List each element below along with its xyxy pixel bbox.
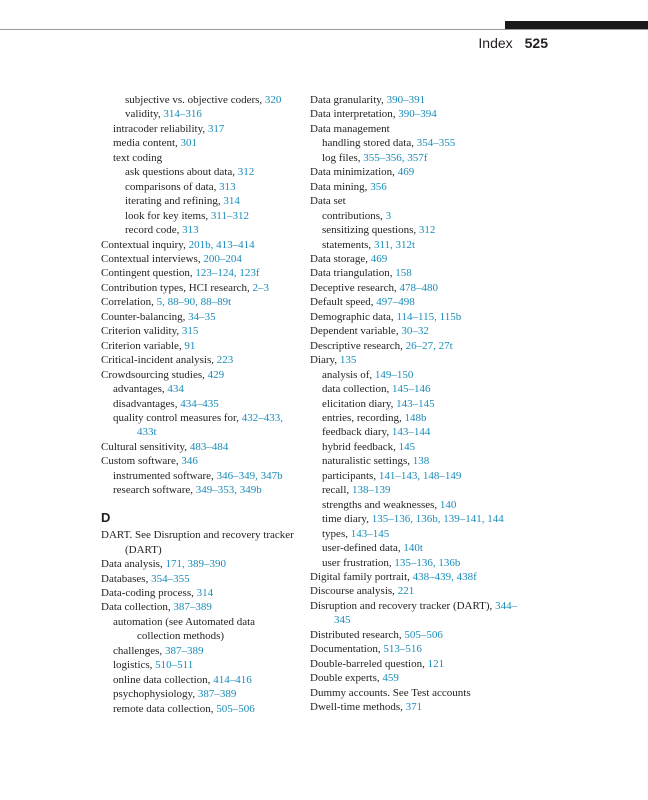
index-term: entries, recording,	[322, 411, 405, 424]
page-reference[interactable]: 387–389	[173, 601, 212, 614]
page-reference[interactable]: 34–35	[188, 310, 216, 323]
index-entry	[101, 353, 301, 367]
index-column-left	[101, 93, 301, 716]
index-entry	[101, 469, 301, 483]
page-reference[interactable]: 223	[216, 354, 234, 367]
page-reference[interactable]: 483–484	[189, 440, 229, 453]
index-entry	[101, 165, 301, 179]
index-term: log files,	[322, 151, 364, 164]
index-term: time diary,	[322, 513, 372, 526]
page-reference[interactable]: 314–316	[163, 108, 202, 121]
index-entry	[101, 281, 301, 295]
page-number: 525	[524, 35, 548, 51]
index-entry	[101, 368, 301, 382]
index-entry	[310, 498, 520, 512]
page-reference[interactable]: 140t	[403, 542, 423, 555]
index-entry	[101, 600, 301, 614]
index-entry	[101, 528, 301, 557]
index-term: user-defined data,	[322, 542, 404, 555]
page-reference[interactable]: 149–150	[374, 368, 414, 381]
page-reference[interactable]: 390–394	[398, 108, 437, 121]
page-reference[interactable]: 313	[219, 180, 236, 193]
index-entry	[310, 425, 520, 439]
page-reference[interactable]: 390–391	[386, 94, 426, 106]
index-term: strengths and weaknesses,	[322, 498, 440, 511]
index-term: Discourse analysis,	[310, 585, 398, 598]
index-term: text coding	[113, 151, 163, 164]
index-column-right	[310, 93, 520, 714]
index-entry	[310, 324, 520, 338]
index-entry	[101, 339, 301, 353]
page-reference[interactable]: 469	[370, 252, 388, 265]
index-term: Demographic data,	[310, 310, 397, 323]
index-entry	[101, 324, 301, 338]
index-entry	[310, 353, 520, 367]
page-reference[interactable]: 200–204	[203, 252, 242, 265]
index-entry	[101, 266, 301, 280]
index-term: statements,	[322, 238, 374, 251]
index-term: Double experts,	[310, 672, 383, 685]
index-entry	[310, 382, 520, 396]
page-reference[interactable]: 148b	[404, 411, 427, 424]
page-reference[interactable]: 346–349, 347b	[216, 469, 283, 482]
index-term: intracoder reliability,	[113, 122, 208, 135]
index-entry	[310, 657, 520, 671]
page-reference[interactable]: 429	[207, 368, 225, 381]
page-reference[interactable]: 346	[181, 455, 198, 468]
page-reference[interactable]: 317	[207, 122, 225, 135]
index-entry	[310, 512, 520, 526]
page-reference[interactable]: 314	[196, 586, 214, 599]
page-reference[interactable]: 158	[395, 267, 412, 280]
page-reference[interactable]: 301	[180, 137, 198, 150]
index-entry	[101, 194, 301, 208]
page-reference[interactable]: 140	[439, 498, 457, 511]
page-reference[interactable]: 221	[397, 585, 415, 598]
index-term: Data granularity,	[310, 94, 387, 106]
index-entry	[310, 440, 520, 454]
page-reference[interactable]: 344–345	[334, 599, 518, 627]
index-term: subjective vs. objective coders,	[125, 94, 265, 106]
index-entry	[310, 541, 520, 555]
index-entry	[101, 702, 301, 716]
page-reference[interactable]: 123–124, 123f	[195, 267, 260, 280]
index-term: Criterion validity,	[101, 325, 182, 338]
page-reference[interactable]: 26–27, 27t	[405, 339, 453, 352]
index-term: Distributed research,	[310, 628, 405, 641]
section-title: Index	[478, 35, 513, 51]
page-reference[interactable]: 313	[182, 224, 199, 237]
index-entry	[101, 411, 301, 440]
page-reference[interactable]: 505–506	[404, 628, 443, 641]
index-entry	[310, 122, 520, 136]
index-term: Diary,	[310, 354, 340, 367]
index-entry	[101, 658, 301, 672]
index-entry	[101, 572, 301, 586]
index-term: user frustration,	[322, 556, 395, 569]
index-term: Contingent question,	[101, 267, 196, 280]
page-reference[interactable]: 135–136, 136b, 139–141, 144	[371, 513, 504, 526]
page-reference[interactable]: 201b, 413–414	[188, 238, 255, 251]
index-term: online data collection,	[113, 673, 214, 686]
index-entry	[310, 252, 520, 266]
page-reference[interactable]: 2–3	[252, 281, 270, 294]
index-term: Data minimization,	[310, 166, 398, 179]
page-reference[interactable]: 320	[264, 94, 282, 106]
page-reference[interactable]: 312	[418, 224, 436, 237]
index-entry	[310, 570, 520, 584]
page-reference[interactable]: 141–143, 148–149	[378, 469, 462, 482]
page-reference[interactable]: 143–145	[350, 527, 390, 540]
page-reference[interactable]: 143–145	[396, 397, 435, 410]
index-term: Documentation,	[310, 643, 384, 656]
page-reference[interactable]: 314	[223, 195, 240, 208]
index-entry	[101, 223, 301, 237]
page-reference[interactable]: 138	[412, 455, 430, 468]
page-reference[interactable]: 145–146	[391, 383, 431, 396]
index-entry	[310, 584, 520, 598]
index-term: Dependent variable,	[310, 325, 402, 338]
index-entry	[310, 599, 520, 628]
index-entry	[310, 165, 520, 179]
index-entry	[310, 686, 520, 700]
index-entry	[310, 266, 520, 280]
index-entry	[310, 223, 520, 237]
index-term: ask questions about data,	[125, 166, 238, 179]
index-term: Data mining,	[310, 180, 371, 193]
index-entry	[310, 469, 520, 483]
index-entry	[310, 527, 520, 541]
index-entry	[101, 136, 301, 150]
index-term: media content,	[113, 137, 181, 150]
index-term: remote data collection,	[113, 702, 217, 715]
index-entry	[310, 628, 520, 642]
index-entry	[310, 194, 520, 208]
index-term: Custom software,	[101, 455, 182, 468]
page-reference[interactable]: 354–355	[151, 572, 190, 585]
page-reference[interactable]: 135–136, 136b	[394, 556, 461, 569]
index-term: Data interpretation,	[310, 108, 399, 121]
index-term: disadvantages,	[113, 397, 181, 410]
index-term: analysis of,	[322, 368, 375, 381]
index-letter-heading	[101, 511, 301, 525]
index-term: logistics,	[113, 659, 156, 672]
page-reference[interactable]: 349–353, 349b	[195, 484, 262, 497]
index-term: Crowdsourcing studies,	[101, 368, 208, 381]
page-reference[interactable]: 145	[398, 440, 416, 453]
index-entry	[310, 483, 520, 497]
index-term: instrumented software,	[113, 469, 217, 482]
index-term: Dummy accounts. See Test accounts	[310, 686, 471, 699]
index-term: research software,	[113, 484, 196, 497]
index-entry	[101, 295, 301, 309]
index-term: challenges,	[113, 644, 165, 657]
page-reference[interactable]: 91	[184, 339, 196, 352]
page-reference[interactable]: 469	[397, 166, 415, 179]
index-entry	[101, 180, 301, 194]
index-entry	[310, 209, 520, 223]
page-reference[interactable]: 135	[339, 354, 357, 367]
index-entry	[310, 295, 520, 309]
page-reference[interactable]: 356	[370, 180, 387, 193]
index-entry	[101, 615, 301, 644]
letter-label: D	[101, 509, 111, 525]
index-entry	[310, 642, 520, 656]
index-term: Disruption and recovery tracker (DART),	[310, 599, 496, 612]
index-entry	[310, 281, 520, 295]
page-reference[interactable]: 143–144	[391, 426, 431, 439]
page-reference[interactable]: 315	[181, 325, 199, 338]
index-entry	[101, 586, 301, 600]
page-reference[interactable]: 414–416	[213, 673, 252, 686]
page-reference[interactable]: 138–139	[351, 484, 391, 497]
page-reference[interactable]: 510–511	[155, 659, 194, 672]
page-reference[interactable]: 371	[405, 701, 423, 714]
index-term: Databases,	[101, 572, 152, 585]
index-entry	[310, 151, 520, 165]
index-entry	[101, 673, 301, 687]
index-entry	[310, 339, 520, 353]
index-entry	[310, 136, 520, 150]
page-reference[interactable]: 478–480	[399, 281, 438, 294]
index-term: Dwell-time methods,	[310, 701, 406, 714]
index-entry	[310, 180, 520, 194]
index-entry	[101, 557, 301, 571]
page-reference[interactable]: 3	[385, 209, 392, 222]
index-term: Descriptive research,	[310, 339, 406, 352]
index-entry	[101, 107, 301, 121]
page-reference[interactable]: 387–389	[164, 644, 204, 657]
index-entry	[310, 93, 520, 107]
index-term: Criterion variable,	[101, 339, 185, 352]
page-reference[interactable]: 434	[167, 383, 184, 396]
running-head	[478, 35, 548, 51]
index-entry	[310, 310, 520, 324]
index-entry	[101, 209, 301, 223]
page-reference[interactable]: 513–516	[383, 643, 422, 656]
index-entry	[101, 252, 301, 266]
index-entry	[310, 397, 520, 411]
index-term: Data storage,	[310, 252, 371, 265]
index-term: types,	[322, 527, 351, 540]
page-reference[interactable]: 311, 312t	[373, 238, 416, 251]
page-reference[interactable]: 355–356, 357f	[363, 151, 428, 164]
index-term: Cultural sensitivity,	[101, 440, 190, 453]
index-term: feedback diary,	[322, 426, 392, 439]
page-reference[interactable]: 432–433, 433t	[137, 411, 284, 439]
page-reference[interactable]: 114–115, 115b	[396, 310, 462, 323]
page-reference[interactable]: 171, 389–390	[165, 558, 226, 571]
index-entry	[310, 411, 520, 425]
index-term: Double-barreled question,	[310, 657, 428, 670]
index-entry	[101, 310, 301, 324]
index-term: Deceptive research,	[310, 281, 400, 294]
index-term: elicitation diary,	[322, 397, 397, 410]
index-entry	[101, 687, 301, 701]
index-term: data collection,	[322, 383, 392, 396]
index-entry	[310, 368, 520, 382]
index-term: quality control measures for,	[113, 411, 242, 424]
header-rule	[0, 29, 648, 30]
index-entry	[101, 483, 301, 497]
index-term: look for key items,	[125, 209, 211, 222]
index-term: participants,	[322, 469, 379, 482]
page-reference[interactable]: 121	[427, 657, 445, 670]
index-entry	[101, 454, 301, 468]
index-term: validity,	[125, 108, 164, 121]
index-term: comparisons of data,	[125, 180, 220, 193]
index-term: iterating and refining,	[125, 195, 224, 208]
index-entry	[101, 644, 301, 658]
index-term: Default speed,	[310, 296, 377, 309]
index-term: Data analysis,	[101, 558, 166, 571]
index-term: DART. See Disruption and recovery tracker (DART)	[101, 529, 294, 556]
index-term: Contextual interviews,	[101, 252, 204, 265]
page-reference[interactable]: 5, 88–90, 88–89t	[156, 296, 232, 309]
page-reference[interactable]: 438–439, 438f	[412, 570, 477, 583]
index-entry	[310, 671, 520, 685]
index-entry	[101, 93, 301, 107]
index-entry	[101, 382, 301, 396]
index-entry	[101, 122, 301, 136]
page-reference[interactable]: 30–32	[401, 325, 429, 338]
index-term: Counter-balancing,	[101, 310, 189, 323]
index-entry	[101, 151, 301, 165]
index-term: Data management	[310, 122, 390, 135]
page-reference[interactable]: 497–498	[376, 296, 415, 309]
index-term: record code,	[125, 224, 183, 237]
index-term: sensitizing questions,	[322, 224, 419, 237]
index-term: automation (see Automated data collection methods)	[113, 615, 256, 643]
page-reference[interactable]: 311–312	[210, 209, 249, 222]
index-term: naturalistic settings,	[322, 455, 413, 468]
page-reference[interactable]: 387–389	[197, 688, 237, 701]
index-term: contributions,	[322, 209, 386, 222]
page-reference[interactable]: 354–355	[416, 137, 456, 150]
page-reference[interactable]: 505–506	[216, 702, 255, 715]
index-entry	[310, 238, 520, 252]
index-term: psychophysiology,	[113, 688, 198, 701]
index-entry	[101, 440, 301, 454]
index-term: Contribution types, HCI research,	[101, 281, 253, 294]
index-entry	[310, 556, 520, 570]
index-term: Correlation,	[101, 296, 157, 309]
index-term: hybrid feedback,	[322, 440, 399, 453]
index-term: Critical-incident analysis,	[101, 354, 217, 367]
index-entry	[310, 700, 520, 714]
index-entry	[310, 454, 520, 468]
index-term: handling stored data,	[322, 137, 417, 150]
index-term: Digital family portrait,	[310, 570, 413, 583]
index-term: Data collection,	[101, 601, 174, 614]
index-term: recall,	[322, 484, 352, 497]
index-term: Data-coding process,	[101, 586, 197, 599]
index-term: Contextual inquiry,	[101, 238, 189, 251]
index-entry	[101, 397, 301, 411]
index-term: Data triangulation,	[310, 267, 396, 280]
page-reference[interactable]: 434–435	[180, 397, 219, 410]
index-entry	[101, 238, 301, 252]
page-reference[interactable]: 459	[382, 672, 399, 685]
index-entry	[310, 107, 520, 121]
page-reference[interactable]: 312	[237, 166, 255, 179]
index-term: advantages,	[113, 383, 168, 396]
index-term: Data set	[310, 195, 346, 208]
